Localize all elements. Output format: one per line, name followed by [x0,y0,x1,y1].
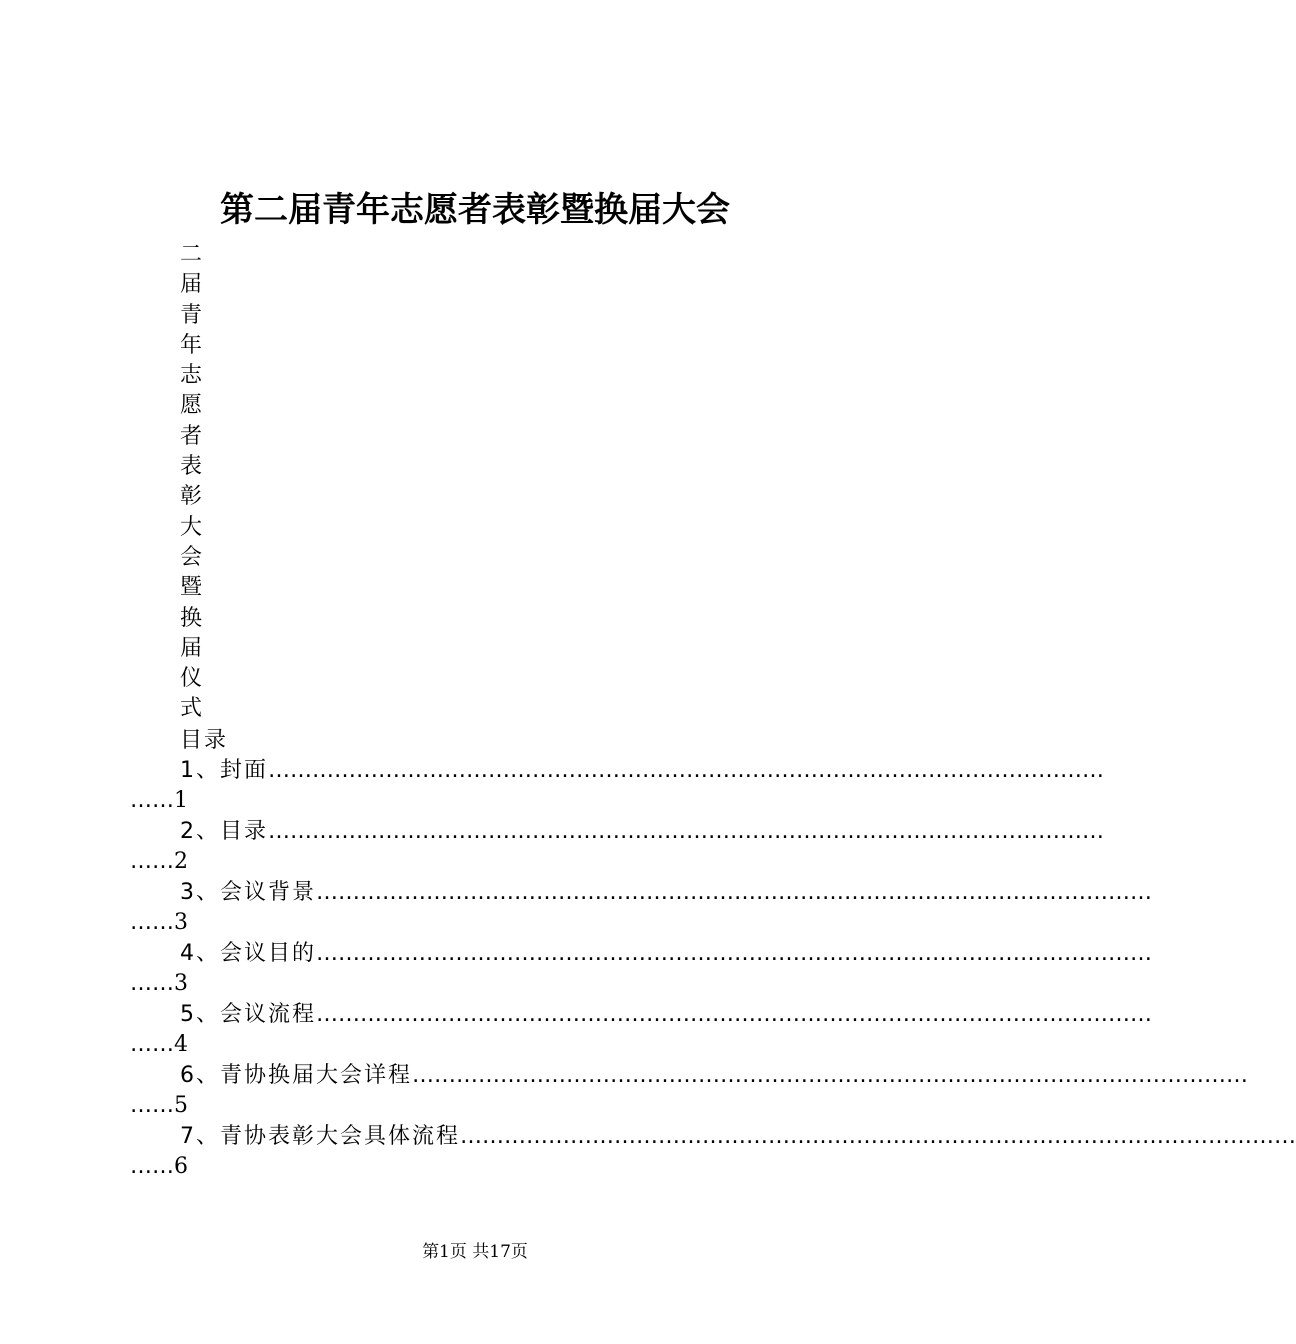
toc-entry-label: 3、会议背景 [180,880,316,905]
toc-page-number: 3 [174,971,188,996]
vertical-char: 换 [180,605,203,631]
toc-entry-label: 6、青协换届大会详程 [180,1063,412,1088]
vertical-char: 者 [180,423,203,449]
toc-page-number: 2 [174,849,188,874]
toc-entry-line [180,939,1152,969]
vertical-subtitle [180,240,206,725]
toc-page-number: 4 [174,1032,188,1057]
toc-entry-line [180,878,1152,908]
toc-leader-dots: …………………………………………………………………………………………………… [268,819,1104,844]
vertical-char: 表 [180,454,203,480]
toc-continuation-dots: …… [130,910,174,935]
table-of-contents [0,756,1296,1183]
toc-leader-dots: …………………………………………………………………………………………………… [412,1063,1248,1088]
toc-continuation-dots: …… [130,1154,174,1179]
toc-entry[interactable] [0,1061,1248,1122]
toc-entry-line [180,1122,1296,1152]
toc-entry[interactable] [0,878,1152,939]
toc-continuation-dots: …… [130,849,174,874]
toc-entry-label: 5、会议流程 [180,1002,316,1027]
toc-leader-dots: …………………………………………………………………………………………………… [316,880,1152,905]
vertical-char: 会 [180,544,203,570]
page-footer: 第1页 共17页 [422,1242,528,1262]
toc-heading: 目录 [180,728,229,753]
vertical-char: 志 [180,363,203,389]
toc-page-number: 1 [174,788,188,813]
toc-entry-continuation [130,1091,188,1121]
vertical-char: 暨 [180,575,203,601]
toc-page-number: 6 [174,1154,188,1179]
toc-leader-dots: …………………………………………………………………………………………………… [460,1124,1296,1149]
toc-entry-continuation [130,1152,188,1182]
toc-entry[interactable] [0,939,1152,1000]
toc-entry[interactable] [0,817,1104,878]
toc-entry-line [180,1061,1248,1091]
document-title: 第二届青年志愿者表彰暨换届大会 [220,190,730,230]
vertical-char: 大 [180,514,203,540]
toc-continuation-dots: …… [130,788,174,813]
toc-continuation-dots: …… [130,1093,174,1118]
toc-leader-dots: …………………………………………………………………………………………………… [268,758,1104,783]
toc-page-number: 3 [174,910,188,935]
toc-entry-continuation [130,847,188,877]
vertical-char: 二 [180,242,203,267]
vertical-char: 年 [180,332,203,358]
toc-page-number: 5 [174,1093,188,1118]
vertical-char: 仪 [180,666,203,692]
toc-entry-line [180,817,1104,847]
vertical-char: 青 [180,302,203,328]
vertical-char: 彰 [180,484,203,510]
toc-leader-dots: …………………………………………………………………………………………………… [316,1002,1152,1027]
toc-leader-dots: …………………………………………………………………………………………………… [316,941,1152,966]
vertical-char: 届 [180,635,203,661]
toc-entry[interactable] [0,1122,1296,1183]
toc-entry-label: 4、会议目的 [180,941,316,966]
toc-entry-continuation [130,908,188,938]
toc-entry-label: 1、封面 [180,758,268,783]
toc-entry-line [180,1000,1152,1030]
toc-entry-continuation [130,969,188,999]
toc-entry-label: 7、青协表彰大会具体流程 [180,1124,460,1149]
toc-entry[interactable] [0,756,1104,817]
vertical-char: 愿 [180,393,203,419]
toc-continuation-dots: …… [130,971,174,996]
toc-entry-label: 2、目录 [180,819,268,844]
toc-entry-continuation [130,786,188,816]
vertical-char: 式 [180,696,203,722]
toc-entry[interactable] [0,1000,1152,1061]
toc-continuation-dots: …… [130,1032,174,1057]
vertical-char: 届 [180,272,203,298]
toc-entry-line [180,756,1104,786]
toc-entry-continuation [130,1030,188,1060]
